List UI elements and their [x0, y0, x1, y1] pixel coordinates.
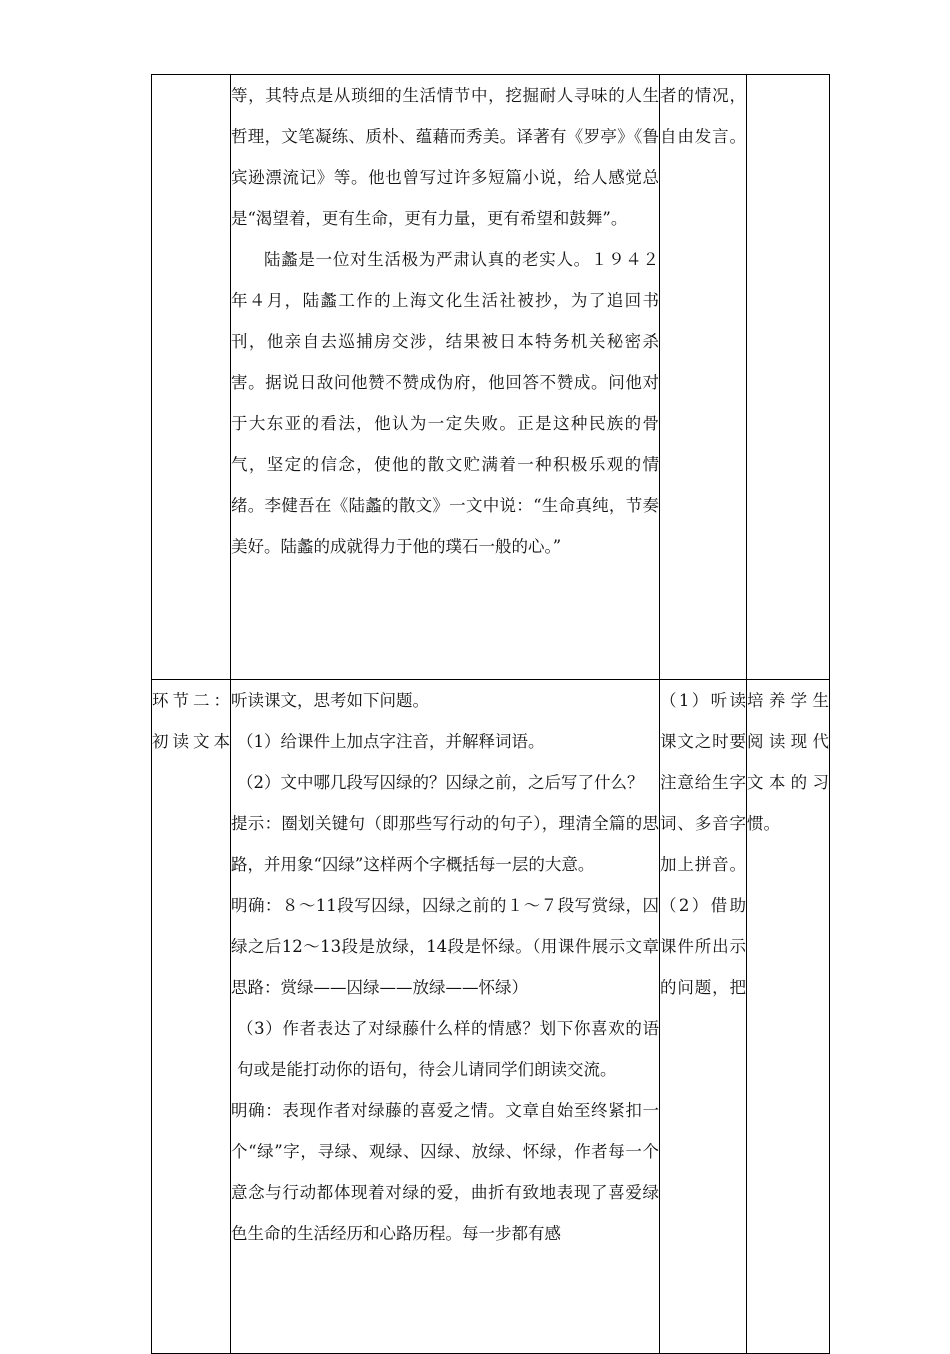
content-line: 提示：圈划关键句（即那些写行动的句子），理清全篇的思路，并用象“囚绿”这样两个字概括每一层的大意。 [231, 814, 659, 874]
activity-text: 者的情况，自由发言。 [660, 86, 746, 146]
content-cell [231, 680, 660, 1354]
table-row [152, 680, 830, 1354]
student-activity-cell [660, 75, 747, 680]
activity-text: （1）听读课文之时要注意给生字词、多音字加上拼音。 [660, 691, 746, 874]
table-row [152, 75, 830, 680]
goal-text: 培养学生阅读现代文本的习惯。 [747, 691, 829, 833]
activity-text: （2）借助课件所出示的问题，把 [660, 896, 746, 997]
content-paragraph: 等，其特点是从琐细的生活情节中，挖掘耐人寻味的人生哲理，文笔凝练、质朴、蕴藉而秀美。译著有《罗亭》《鲁宾逊漂流记》等。他也曾写过许多短篇小说，给人感觉总是“渴望着，更有生命，更有力量，更有希望和鼓舞”。 [231, 86, 659, 228]
goal-cell [747, 680, 830, 1354]
stage-cell-empty [152, 75, 231, 680]
content-line: （1）给课件上加点字注音，并解释词语。 [237, 732, 545, 751]
content-line: 听读课文，思考如下问题。 [231, 691, 429, 710]
content-line: 明确：８～11段写囚绿，囚绿之前的１～７段写赏绿，囚绿之后12～13段是放绿，14段是怀绿。（用课件展示文章思路：赏绿——囚绿——放绿——怀绿） [231, 896, 659, 997]
content-line: （3）作者表达了对绿藤什么样的情感？划下你喜欢的语句或是能打动你的语句，待会儿请同学们朗读交流。 [237, 1019, 659, 1079]
stage-cell [152, 680, 231, 1354]
content-line: （2）文中哪几段写囚绿的？囚绿之前，之后写了什么？ [237, 773, 644, 792]
content-cell [231, 75, 660, 680]
student-activity-cell [660, 680, 747, 1354]
stage-label: 环节二：初读文本 [152, 691, 230, 751]
goal-cell-empty [747, 75, 830, 680]
content-line: 明确：表现作者对绿藤的喜爱之情。文章自始至终紧扣一个“绿”字，寻绿、观绿、囚绿、放绿、怀绿，作者每一个意念与行动都体现着对绿的爱，曲折有致地表现了喜爱绿色生命的生活经历和心路历程。每一步都有感 [231, 1101, 659, 1243]
content-paragraph: 陆蠡是一位对生活极为严肃认真的老实人。１９４２年４月，陆蠡工作的上海文化生活社被抄，为了追回书刊，他亲自去巡捕房交涉，结果被日本特务机关秘密杀害。据说日敌问他赞不赞成伪府，他回答不赞成。问他对于大东亚的看法，他认为一定失败。正是这种民族的骨气，坚定的信念，使他的散文贮满着一种积极乐观的情绪。李健吾在《陆蠡的散文》一文中说：“生命真纯，节奏美好。陆蠡的成就得力于他的璞石一般的心。” [231, 250, 659, 556]
lesson-plan-table [151, 74, 830, 1354]
